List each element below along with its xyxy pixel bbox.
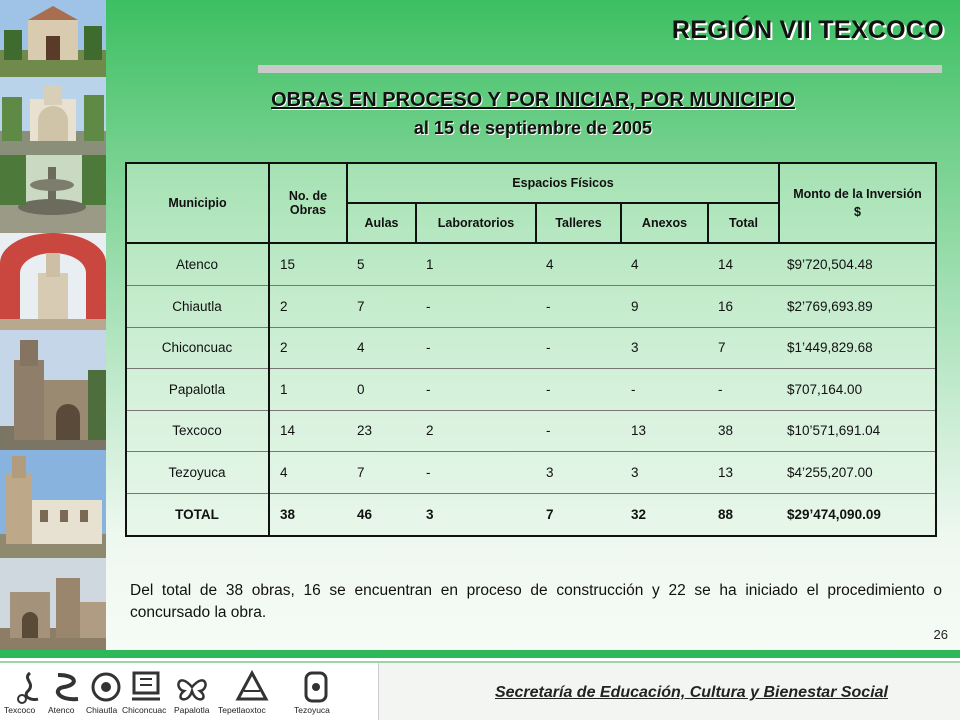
ruins-photo bbox=[0, 558, 106, 655]
table-row bbox=[126, 286, 936, 328]
table-row bbox=[126, 369, 936, 411]
table-total-row bbox=[126, 493, 936, 536]
header-no-obras: No. de Obras bbox=[269, 163, 347, 243]
table-row bbox=[126, 410, 936, 452]
cell-talleres: - bbox=[536, 286, 621, 328]
footer-label-atenco: Atenco bbox=[48, 705, 75, 715]
header-aulas: Aulas bbox=[347, 203, 416, 243]
region-title: REGIÓN VII TEXCOCO bbox=[671, 16, 944, 44]
secretaria-title: Secretaría de Educación, Cultura y Bienestar Social bbox=[494, 684, 888, 701]
footer-label-chiconcuac: Chiconcuac bbox=[122, 705, 167, 715]
cell-monto: $707,164.00 bbox=[779, 369, 936, 411]
header-monto-unit: $ bbox=[854, 205, 861, 219]
papalotla-glyph-icon bbox=[172, 669, 212, 705]
cell-talleres: - bbox=[536, 327, 621, 369]
footer-band bbox=[0, 650, 960, 658]
obras-table bbox=[125, 162, 937, 537]
cell-no-obras: 2 bbox=[269, 327, 347, 369]
header-monto-label: Monto de la Inversión bbox=[793, 187, 922, 201]
title-divider bbox=[258, 65, 942, 73]
cell-total-aulas: 46 bbox=[347, 493, 416, 536]
cell-total: 14 bbox=[708, 243, 779, 286]
cell-laboratorios: - bbox=[416, 452, 536, 494]
cell-laboratorios: 1 bbox=[416, 243, 536, 286]
footer-label-papalotla: Papalotla bbox=[174, 705, 210, 715]
summary-note: Del total de 38 obras, 16 se encuentran en proceso de construcción y 22 se ha iniciado el procedimiento o concursado la obra. bbox=[130, 582, 942, 621]
table-row bbox=[126, 243, 936, 286]
footer-label-texcoco: Texcoco bbox=[4, 705, 36, 715]
tezoyuca-glyph-icon bbox=[296, 669, 336, 705]
cell-aulas: 23 bbox=[347, 410, 416, 452]
cell-monto: $2’769,693.89 bbox=[779, 286, 936, 328]
header-laboratorios: Laboratorios bbox=[416, 203, 536, 243]
church-photo-2 bbox=[0, 77, 106, 155]
cell-anexos: - bbox=[621, 369, 708, 411]
church-photo-1 bbox=[0, 0, 106, 77]
cell-municipio: Papalotla bbox=[126, 369, 269, 411]
cell-aulas: 7 bbox=[347, 452, 416, 494]
cell-total-label: TOTAL bbox=[126, 493, 269, 536]
texcoco-glyph-icon bbox=[10, 669, 50, 705]
cell-monto: $1’449,829.68 bbox=[779, 327, 936, 369]
cell-aulas: 7 bbox=[347, 286, 416, 328]
cell-talleres: 3 bbox=[536, 452, 621, 494]
cell-laboratorios: - bbox=[416, 369, 536, 411]
tepetlaoxtoc-glyph-icon bbox=[232, 669, 272, 705]
footer-label-tezoyuca: Tezoyuca bbox=[294, 705, 330, 715]
cell-total: 38 bbox=[708, 410, 779, 452]
cell-total: 7 bbox=[708, 327, 779, 369]
cell-anexos: 3 bbox=[621, 452, 708, 494]
cell-no-obras: 15 bbox=[269, 243, 347, 286]
cell-monto: $4’255,207.00 bbox=[779, 452, 936, 494]
parish-photo bbox=[0, 330, 106, 450]
cell-monto: $10’571,691.04 bbox=[779, 410, 936, 452]
cell-municipio: Chiautla bbox=[126, 286, 269, 328]
fountain-photo bbox=[0, 155, 106, 233]
cell-total: - bbox=[708, 369, 779, 411]
cell-total-obras: 38 bbox=[269, 493, 347, 536]
header-talleres: Talleres bbox=[536, 203, 621, 243]
cell-talleres: - bbox=[536, 410, 621, 452]
cell-no-obras: 4 bbox=[269, 452, 347, 494]
cell-municipio: Tezoyuca bbox=[126, 452, 269, 494]
header-espacios-fisicos: Espacios Físicos bbox=[347, 163, 779, 203]
header-monto bbox=[779, 163, 936, 243]
cell-no-obras: 14 bbox=[269, 410, 347, 452]
cell-no-obras: 1 bbox=[269, 369, 347, 411]
cell-total-talleres: 7 bbox=[536, 493, 621, 536]
cell-municipio: Chiconcuac bbox=[126, 327, 269, 369]
footer-label-chiautla: Chiautla bbox=[86, 705, 118, 715]
page-number: 26 bbox=[933, 627, 948, 642]
cell-talleres: - bbox=[536, 369, 621, 411]
convent-photo bbox=[0, 450, 106, 558]
cell-anexos: 9 bbox=[621, 286, 708, 328]
photo-strip bbox=[0, 0, 106, 655]
page-title: OBRAS EN PROCESO Y POR INICIAR, POR MUNICIPIO bbox=[271, 89, 795, 111]
cell-monto: $9’720,504.48 bbox=[779, 243, 936, 286]
cell-total-laboratorios: 3 bbox=[416, 493, 536, 536]
cell-anexos: 4 bbox=[621, 243, 708, 286]
cell-total-monto: $29’474,090.09 bbox=[779, 493, 936, 536]
cell-aulas: 4 bbox=[347, 327, 416, 369]
atenco-glyph-icon bbox=[48, 669, 88, 705]
cell-no-obras: 2 bbox=[269, 286, 347, 328]
cell-municipio: Atenco bbox=[126, 243, 269, 286]
cell-talleres: 4 bbox=[536, 243, 621, 286]
cell-laboratorios: 2 bbox=[416, 410, 536, 452]
cell-total: 13 bbox=[708, 452, 779, 494]
chiautla-glyph-icon bbox=[86, 669, 126, 705]
cell-anexos: 3 bbox=[621, 327, 708, 369]
cell-laboratorios: - bbox=[416, 327, 536, 369]
cell-aulas: 0 bbox=[347, 369, 416, 411]
cell-total-total: 88 bbox=[708, 493, 779, 536]
header-total: Total bbox=[708, 203, 779, 243]
arch-photo bbox=[0, 233, 106, 330]
header-anexos: Anexos bbox=[621, 203, 708, 243]
cell-aulas: 5 bbox=[347, 243, 416, 286]
table-row bbox=[126, 452, 936, 494]
cell-anexos: 13 bbox=[621, 410, 708, 452]
chiconcuac-glyph-icon bbox=[126, 669, 166, 705]
footer-label-tepetlaoxtoc: Tepetlaoxtoc bbox=[218, 705, 266, 715]
page-subtitle: al 15 de septiembre de 2005 bbox=[413, 118, 653, 138]
cell-municipio: Texcoco bbox=[126, 410, 269, 452]
header-municipio: Municipio bbox=[126, 163, 269, 243]
cell-laboratorios: - bbox=[416, 286, 536, 328]
table-row bbox=[126, 327, 936, 369]
cell-total: 16 bbox=[708, 286, 779, 328]
cell-total-anexos: 32 bbox=[621, 493, 708, 536]
